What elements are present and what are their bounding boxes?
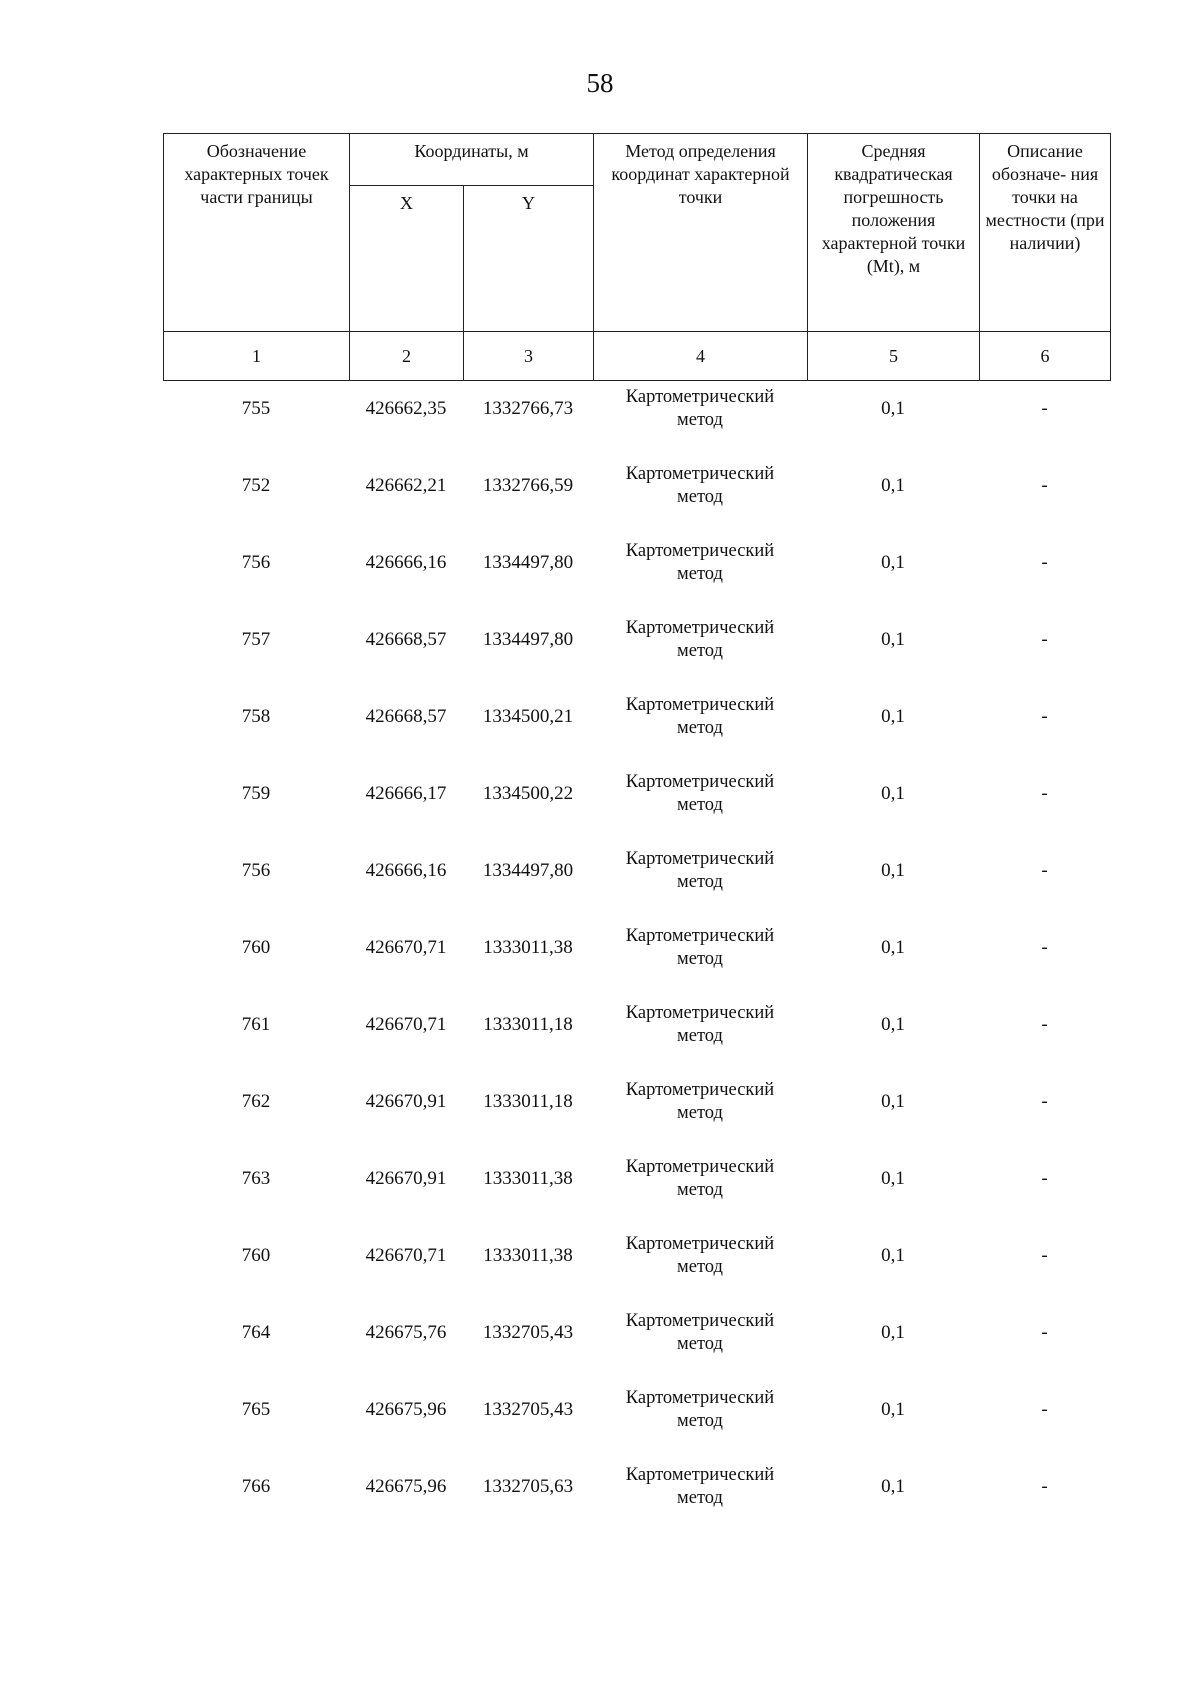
description-cell: -	[1041, 1168, 1048, 1189]
column-number: 4	[594, 332, 808, 381]
method-line-1: Картометрический	[625, 1003, 775, 1023]
x-coordinate-cell: 426662,21	[365, 475, 447, 496]
x-coordinate-cell: 426675,76	[365, 1322, 447, 1343]
header-description: Описание обозначе- ния точки на местности (при наличии)	[980, 134, 1111, 332]
y-coordinate-cell: 1332766,59	[482, 475, 574, 496]
method-line-2: метод	[677, 1103, 723, 1123]
header-x: X	[350, 186, 464, 332]
method-cell	[593, 459, 807, 513]
mean-error-cell: 0,1	[881, 398, 905, 419]
y-coordinate-cell: 1334497,80	[482, 860, 574, 881]
column-numbers-row	[164, 332, 1111, 381]
x-coordinate-cell: 426670,71	[365, 1014, 447, 1035]
table-row	[163, 998, 1110, 1075]
mean-error-cell: 0,1	[881, 552, 905, 573]
table-row	[163, 690, 1110, 767]
table-row	[163, 767, 1110, 844]
x-coordinate-cell: 426662,35	[365, 398, 447, 419]
mean-error-cell: 0,1	[881, 1245, 905, 1266]
y-coordinate-cell: 1332705,43	[482, 1322, 574, 1343]
header-method: Метод определения координат характерной точки	[594, 134, 808, 332]
method-cell	[593, 767, 807, 821]
x-coordinate-cell: 426668,57	[365, 629, 447, 650]
description-cell: -	[1041, 1476, 1048, 1497]
y-coordinate-cell: 1334500,21	[482, 706, 574, 727]
point-number-cell: 756	[241, 552, 271, 573]
method-line-2: метод	[677, 1411, 723, 1431]
description-cell: -	[1041, 1399, 1048, 1420]
method-line-2: метод	[677, 949, 723, 969]
x-coordinate-cell: 426675,96	[365, 1399, 447, 1420]
description-cell: -	[1041, 552, 1048, 573]
mean-error-cell: 0,1	[881, 1476, 905, 1497]
method-line-1: Картометрический	[625, 1080, 775, 1100]
y-coordinate-cell: 1334500,22	[482, 783, 574, 804]
x-coordinate-cell: 426670,71	[365, 937, 447, 958]
x-coordinate-cell: 426670,91	[365, 1168, 447, 1189]
method-line-2: метод	[677, 1257, 723, 1277]
method-cell	[593, 921, 807, 975]
method-line-1: Картометрический	[625, 849, 775, 869]
x-coordinate-cell: 426670,91	[365, 1091, 447, 1112]
y-coordinate-cell: 1334497,80	[482, 552, 574, 573]
method-line-1: Картометрический	[625, 1311, 775, 1331]
method-line-2: метод	[677, 1334, 723, 1354]
point-number-cell: 757	[241, 629, 271, 650]
mean-error-cell: 0,1	[881, 706, 905, 727]
point-number-cell: 766	[241, 1476, 271, 1497]
x-coordinate-cell: 426675,96	[365, 1476, 447, 1497]
y-coordinate-cell: 1333011,38	[483, 1245, 573, 1266]
method-cell	[593, 998, 807, 1052]
x-coordinate-cell: 426666,17	[365, 783, 447, 804]
table-row	[163, 536, 1110, 613]
mean-error-cell: 0,1	[881, 1014, 905, 1035]
mean-error-cell: 0,1	[881, 1399, 905, 1420]
method-cell	[593, 613, 807, 667]
method-line-2: метод	[677, 1026, 723, 1046]
header-y: Y	[464, 186, 594, 332]
mean-error-cell: 0,1	[881, 1322, 905, 1343]
description-cell: -	[1041, 706, 1048, 727]
method-line-1: Картометрический	[625, 387, 775, 407]
point-number-cell: 755	[241, 398, 271, 419]
column-number: 1	[164, 332, 350, 381]
column-number: 6	[980, 332, 1111, 381]
page-number: 58	[586, 68, 614, 98]
method-cell	[593, 1383, 807, 1437]
x-coordinate-cell: 426668,57	[365, 706, 447, 727]
table-body	[163, 382, 1110, 1537]
method-line-2: метод	[677, 641, 723, 661]
mean-error-cell: 0,1	[881, 629, 905, 650]
y-coordinate-cell: 1334497,80	[482, 629, 574, 650]
method-line-2: метод	[677, 872, 723, 892]
table-row	[163, 921, 1110, 998]
x-coordinate-cell: 426670,71	[365, 1245, 447, 1266]
x-coordinate-cell: 426666,16	[365, 552, 447, 573]
method-cell	[593, 382, 807, 436]
mean-error-cell: 0,1	[881, 1168, 905, 1189]
point-number-cell: 759	[241, 783, 271, 804]
mean-error-cell: 0,1	[881, 860, 905, 881]
method-line-1: Картометрический	[625, 926, 775, 946]
method-cell	[593, 1075, 807, 1129]
method-line-2: метод	[677, 1488, 723, 1508]
method-line-2: метод	[677, 795, 723, 815]
method-line-1: Картометрический	[625, 1157, 775, 1177]
table-row	[163, 1075, 1110, 1152]
table-row	[163, 382, 1110, 459]
point-number-cell: 761	[241, 1014, 271, 1035]
description-cell: -	[1041, 1245, 1048, 1266]
method-cell	[593, 844, 807, 898]
point-number-cell: 760	[241, 937, 271, 958]
header-mean-error: Средняя квадратическая погрешность положения характерной точки (Mt), м	[808, 134, 980, 332]
method-line-1: Картометрический	[625, 618, 775, 638]
description-cell: -	[1041, 1322, 1048, 1343]
y-coordinate-cell: 1333011,18	[483, 1091, 573, 1112]
method-cell	[593, 1152, 807, 1206]
table-row	[163, 1306, 1110, 1383]
header-coordinates: Координаты, м	[350, 134, 594, 186]
mean-error-cell: 0,1	[881, 937, 905, 958]
method-cell	[593, 536, 807, 590]
method-line-2: метод	[677, 718, 723, 738]
method-line-1: Картометрический	[625, 464, 775, 484]
description-cell: -	[1041, 475, 1048, 496]
mean-error-cell: 0,1	[881, 1091, 905, 1112]
method-cell	[593, 1229, 807, 1283]
point-number-cell: 765	[241, 1399, 271, 1420]
table-row	[163, 1460, 1110, 1537]
table-row	[163, 1383, 1110, 1460]
y-coordinate-cell: 1333011,18	[483, 1014, 573, 1035]
x-coordinate-cell: 426666,16	[365, 860, 447, 881]
point-number-cell: 752	[241, 475, 271, 496]
method-line-1: Картометрический	[625, 541, 775, 561]
y-coordinate-cell: 1332705,63	[482, 1476, 574, 1497]
column-number: 2	[350, 332, 464, 381]
column-number: 5	[808, 332, 980, 381]
description-cell: -	[1041, 629, 1048, 650]
method-line-1: Картометрический	[625, 772, 775, 792]
y-coordinate-cell: 1332705,43	[482, 1399, 574, 1420]
y-coordinate-cell: 1333011,38	[483, 937, 573, 958]
point-number-cell: 763	[241, 1168, 271, 1189]
mean-error-cell: 0,1	[881, 475, 905, 496]
header-point-designation: Обозначение характерных точек части границы	[164, 134, 350, 332]
method-line-2: метод	[677, 564, 723, 584]
method-line-1: Картометрический	[625, 1388, 775, 1408]
point-number-cell: 762	[241, 1091, 271, 1112]
point-number-cell: 760	[241, 1245, 271, 1266]
method-line-1: Картометрический	[625, 695, 775, 715]
description-cell: -	[1041, 1091, 1048, 1112]
point-number-cell: 758	[241, 706, 271, 727]
column-number: 3	[464, 332, 594, 381]
method-line-2: метод	[677, 410, 723, 430]
description-cell: -	[1041, 1014, 1048, 1035]
point-number-cell: 756	[241, 860, 271, 881]
table-row	[163, 1229, 1110, 1306]
method-line-1: Картометрический	[625, 1234, 775, 1254]
table-row	[163, 1152, 1110, 1229]
description-cell: -	[1041, 783, 1048, 804]
method-cell	[593, 1460, 807, 1514]
description-cell: -	[1041, 860, 1048, 881]
table-row	[163, 613, 1110, 690]
point-number-cell: 764	[241, 1322, 271, 1343]
description-cell: -	[1041, 398, 1048, 419]
table-row	[163, 459, 1110, 536]
mean-error-cell: 0,1	[881, 783, 905, 804]
table-header	[163, 133, 1111, 381]
method-cell	[593, 1306, 807, 1360]
method-cell	[593, 690, 807, 744]
y-coordinate-cell: 1332766,73	[482, 398, 574, 419]
y-coordinate-cell: 1333011,38	[483, 1168, 573, 1189]
table-row	[163, 844, 1110, 921]
method-line-2: метод	[677, 1180, 723, 1200]
description-cell: -	[1041, 937, 1048, 958]
method-line-2: метод	[677, 487, 723, 507]
method-line-1: Картометрический	[625, 1465, 775, 1485]
